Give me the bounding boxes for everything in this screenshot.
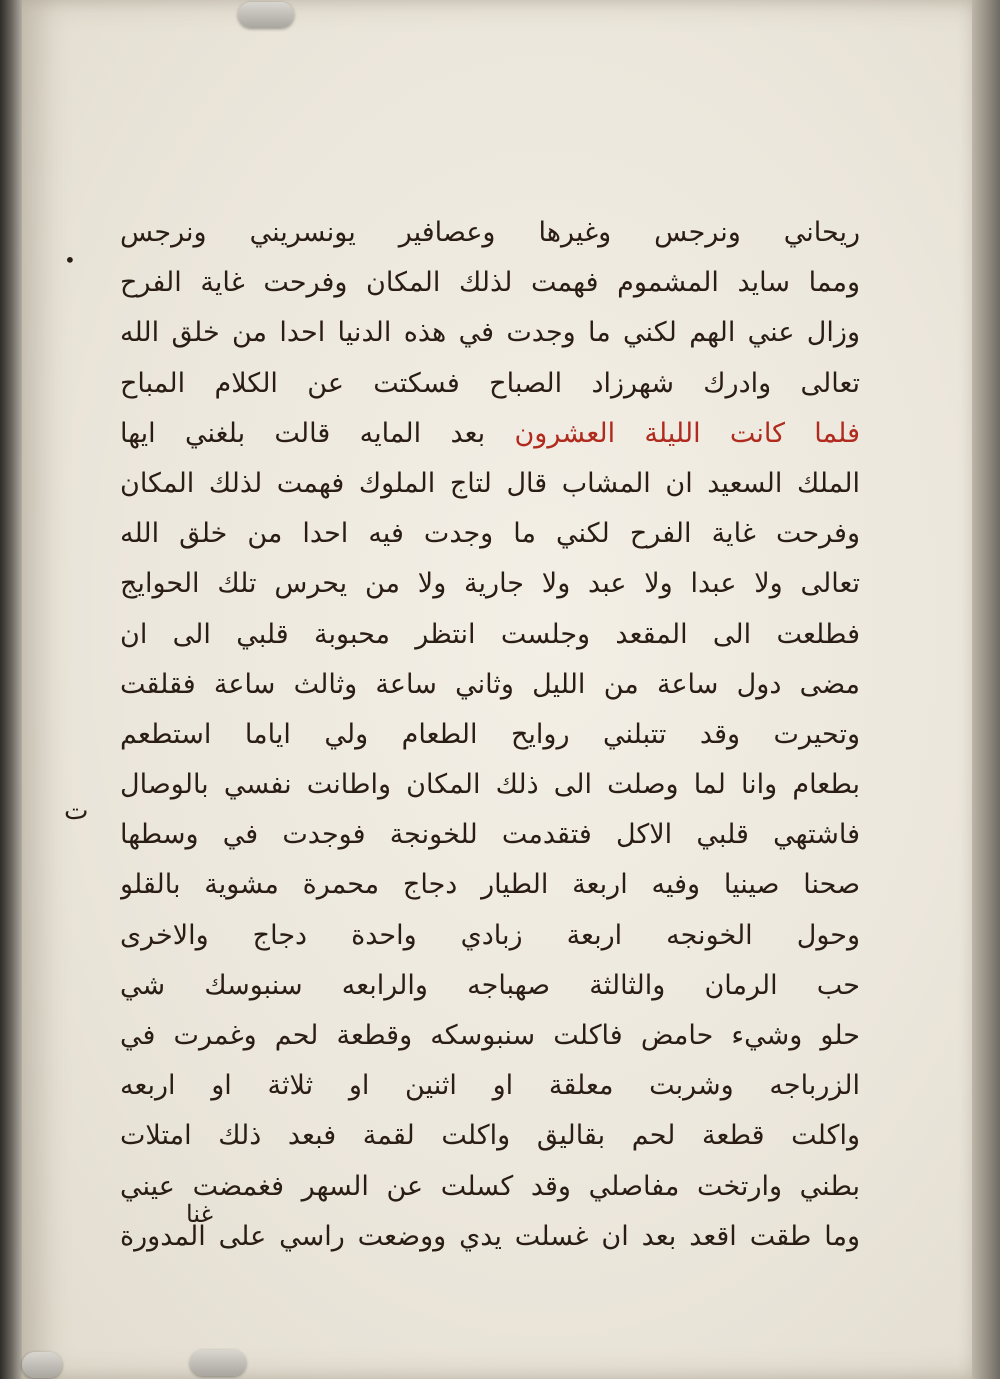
manuscript-line [120,258,860,308]
manuscript-line [120,810,860,860]
line-text: فطلعت الى المقعد وجلست انتظر محبوبة قلبي الى ان [120,618,860,650]
line-text: صحنا صينيا وفيه اربعة الطيار دجاج محمرة مشوية بالقلو [120,869,860,901]
manuscript-line [120,208,860,258]
mount-clip-bottom-left [22,1352,62,1378]
line-text: بطعام وانا لما وصلت الى ذلك المكان واطانت نفسي بالوصال [120,769,860,801]
mount-clip-bottom [190,1350,246,1376]
manuscript-line [120,610,860,660]
page-fore-edge [972,0,1000,1379]
manuscript-line [120,308,860,358]
margin-letter-mark: ت [64,796,89,826]
line-text: تعالى ولا عبدا ولا عبد ولا جارية ولا من يحرس تلك الحوايج [120,568,860,600]
manuscript-line [120,509,860,559]
rubric-heading: فلما كانت الليلة العشرون [514,417,860,449]
manuscript-line [120,459,860,509]
manuscript-line [120,860,860,910]
line-text: وتحيرت وقد تتبلني روايح الطعام ولي اياما استطعم [120,718,860,750]
line-text: بعد المايه قالت بلغني ايها [120,417,515,449]
line-text: ريحاني ونرجس وغيرها وعصافير يونسريني ونرجس [120,217,860,248]
manuscript-line [120,710,860,760]
line-text: وحول الخونجه اربعة زبادي واحدة دجاج والاخرى [120,919,860,951]
manuscript-line [120,961,860,1011]
line-text: فاشتهي قلبي الاكل فتقدمت للخونجة فوجدت في وسطها [120,819,860,851]
line-text: مضى دول ساعة من الليل وثاني ساعة وثالث ساعة فقلقت [120,668,860,700]
line-text: الملك السعيد ان المشاب قال لتاج الملوك فهمت لذلك المكان [120,467,860,499]
mount-clip-top [238,2,294,28]
catchword: غنا [186,1200,214,1228]
manuscript-line [120,660,860,710]
line-text: بطني وارتخت مفاصلي وقد كسلت عن السهر فغمضت عيني [120,1170,860,1202]
manuscript-line [120,1061,860,1111]
manuscript-line [120,1162,860,1212]
manuscript-line [120,409,860,459]
line-text: حلو وشيء حامض فاكلت سنبوسكه وقطعة لحم وغمرت في [120,1020,860,1051]
line-text: الزرباجه وشربت معلقة او اثنين او ثلاثة او اربعه [120,1070,860,1102]
manuscript-line [120,1011,860,1061]
manuscript-line [120,559,860,609]
manuscript-line [120,911,860,961]
manuscript-line [120,1212,860,1262]
line-text: وزال عني الهم لكني ما وجدت في هذه الدنيا احدا من خلق الله [120,317,860,349]
line-text: وفرحت غاية الفرح لكني ما وجدت فيه احدا من خلق الله [120,518,860,550]
line-text: ومما سايد المشموم فهمت لذلك المكان وفرحت غاية الفرح [120,267,860,299]
manuscript-line [120,359,860,409]
line-text: واكلت قطعة لحم بقاليق واكلت لقمة فبعد ذلك امتلات [120,1120,860,1152]
manuscript-line [120,760,860,810]
manuscript-text-block [120,208,860,1262]
line-text: حب الرمان والثالثة صهباجه والرابعه سنبوسك شي [120,969,860,1001]
margin-dot-mark: • [64,248,76,272]
line-text: وما طقت اقعد بعد ان غسلت يدي ووضعت راسي على المدورة [120,1220,860,1252]
line-text: تعالى وادرك شهرزاد الصباح فسكتت عن الكلام المباح [120,367,860,399]
manuscript-line [120,1111,860,1161]
